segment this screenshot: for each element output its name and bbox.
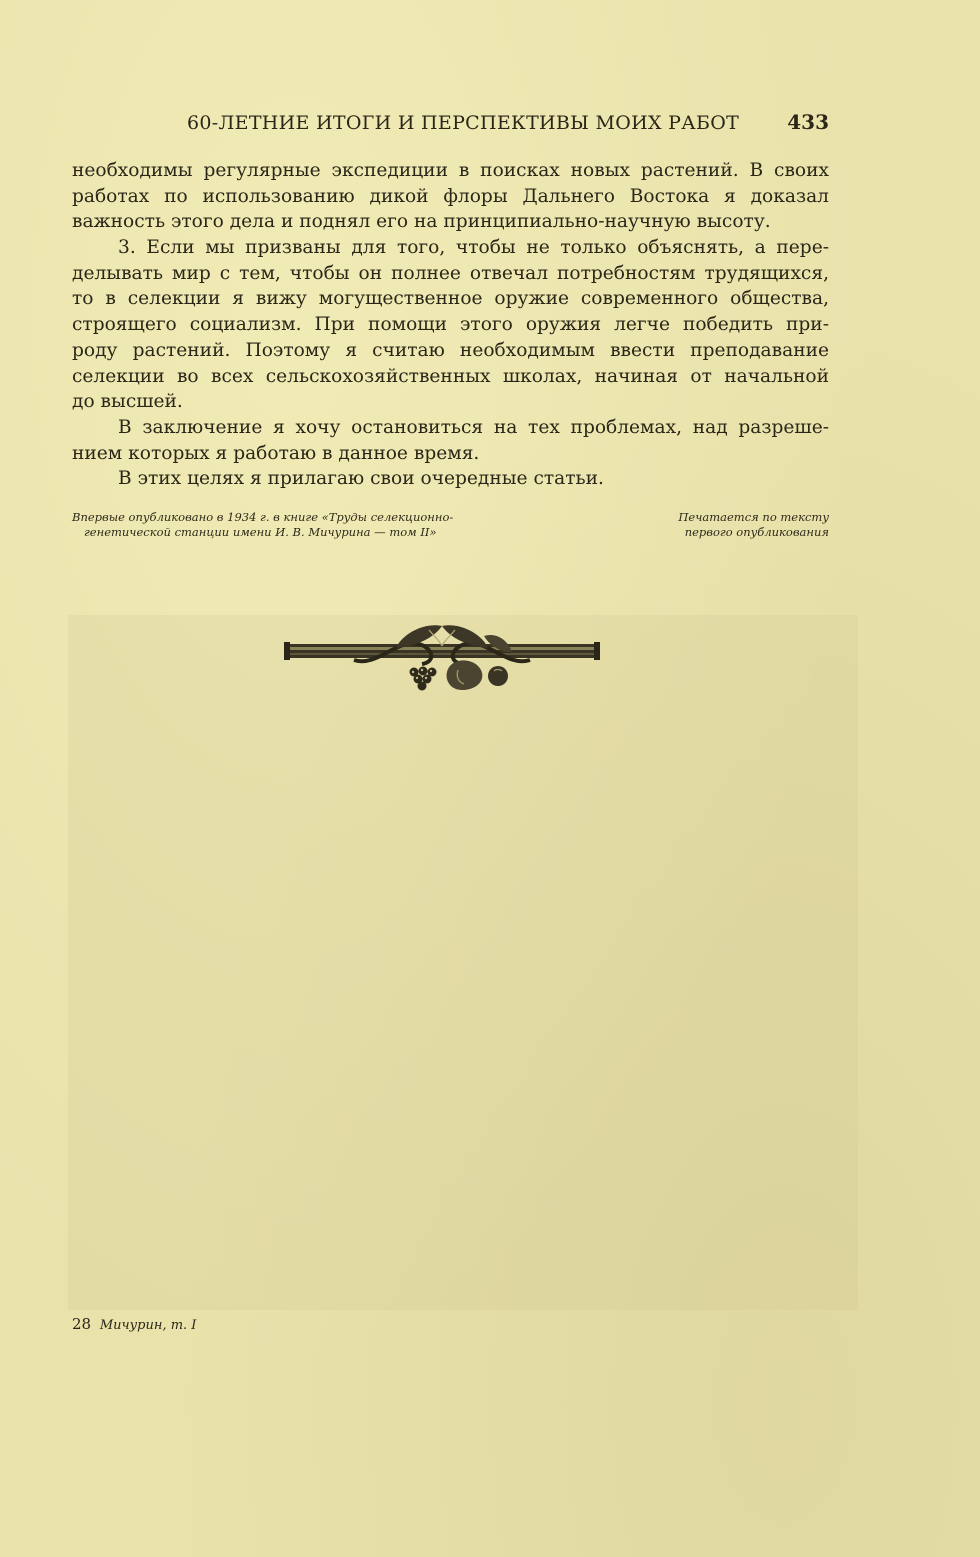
text-line: работах по использованию дикой флоры Дальнего Востока я доказал [72,185,829,207]
source-text-line-2: первого опубликования [684,525,829,539]
signature-title: Мичурин, т. I [99,1318,197,1333]
source-text-note [654,510,829,540]
text-line: важность этого дела и поднял его на принципиально-научную высоту. [72,211,771,233]
text-line: строящего социализм. При помощи этого оружия легче победить при- [72,314,829,336]
first-publication-line-2: генетической станции имени И. В. Мичурина — том II» [84,525,437,539]
printer-signature [72,1315,196,1333]
text-line: роду растений. Поэтому я считаю необходимым ввести преподавание [72,339,829,361]
running-head [72,110,829,138]
page-number: 433 [787,110,829,134]
text-line: делывать мир с тем, чтобы он полнее отвечал потребностям трудящихся, [72,262,829,284]
first-publication-note [72,510,512,540]
text-line: В этих целях я прилагаю свои очередные статьи. [118,468,604,490]
first-publication-line-1: Впервые опубликовано в 1934 г. в книге «Труды селекционно- [72,510,454,524]
text-line: то в селекции я вижу могущественное оружие современного общества, [72,288,829,310]
text-line: селекции во всех сельскохозяйственных школах, начиная от начальной [72,365,829,387]
text-line: нием которых я работаю в данное время. [72,442,480,464]
source-text-line-1: Печатается по тексту [678,510,829,524]
leaf-and-grapes-ornament-icon [284,616,600,696]
running-title: 60-ЛЕТНИЕ ИТОГИ И ПЕРСПЕКТИВЫ МОИХ РАБОТ [187,112,740,134]
text-line: необходимы регулярные экспедиции в поисках новых растений. В своих [72,160,829,181]
text-line: 3. Если мы призваны для того, чтобы не только объяснять, а пере- [118,237,829,259]
text-line: В заключение я хочу остановиться на тех проблемах, над разреше- [118,416,829,438]
show-through-area [68,615,858,1310]
text-line: до высшей. [72,391,183,413]
signature-number: 28 [72,1315,92,1333]
body-text [72,158,829,492]
